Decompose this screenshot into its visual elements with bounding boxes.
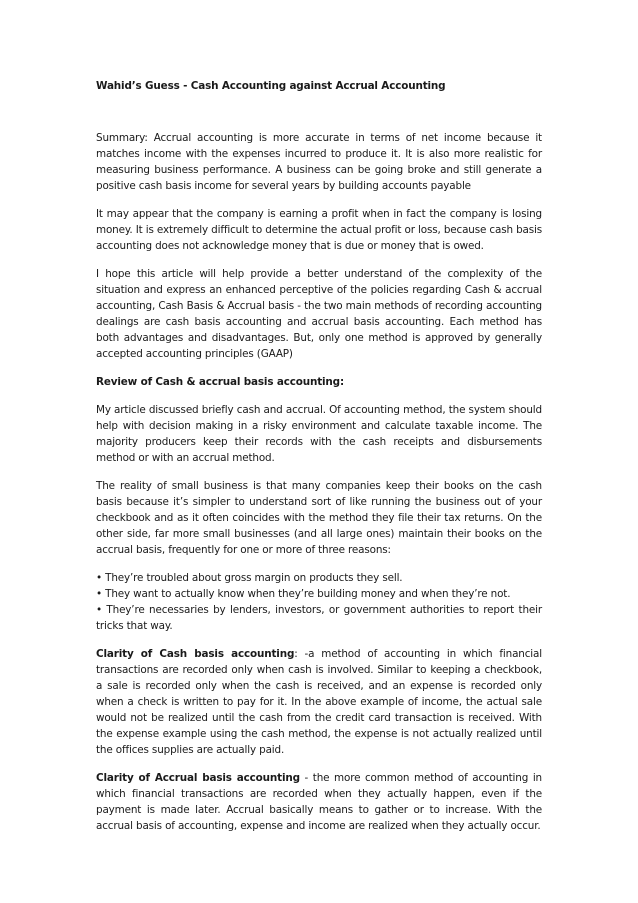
cash-clarity-text: : -a method of accounting in which financial transactions are recorded only when cash is involved. Similar to keeping a checkbook, a sale is recorded only when the cash is received, and an expense is recorded only when a check is written to pay for it. In the above example of income, the actual sale would not be realized until the cash from the credit card transaction is received. With the expense example using the cash method, the expense is not actually realized until the offices supplies are actually paid. [96, 648, 542, 756]
summary-paragraph: Summary: Accrual accounting is more accurate in terms of net income because it matches income with the expenses incurred to produce it. It is also more realistic for measuring business performance. A business can be going broke and still generate a positive cash basis income for several years by building accounts payable [96, 132, 542, 192]
intro-paragraph: I hope this article will help provide a better understand of the complexity of the situation and express an enhanced perceptive of the policies regarding Cash & accrual accounting, Cash Basis & Accrual basis - the two main methods of recording accounting dealings are cash basis accounting and accrual basis accounting. Each method has both advantages and disadvantages. But, only one method is approved by generally accepted accounting principles (GAAP) [96, 268, 542, 360]
accrual-clarity-text: - the more common method of accounting in which financial transactions are recorded when they actually happen, even if the payment is made later. Accrual basically means to gather or to increase. With the accrual basis of accounting, expense and income are realized when they actually occur. [96, 772, 542, 832]
list-item: • They’re necessaries by lenders, investors, or government authorities to report their tricks that way. [96, 604, 542, 632]
article-paragraph: My article discussed briefly cash and accrual. Of accounting method, the system should help with decision making in a risky environment and calculate taxable income. The majority producers keep their records with the cash receipts and disbursements method or with an accrual method. [96, 404, 542, 464]
accrual-clarity-paragraph [96, 770, 542, 834]
document-title: Wahid’s Guess - Cash Accounting against Accrual Accounting [96, 80, 446, 92]
reasons-list [96, 570, 542, 634]
list-item: • They want to actually know when they’re building money and when they’re not. [96, 588, 511, 600]
profit-paragraph: It may appear that the company is earning a profit when in fact the company is losing money. It is extremely difficult to determine the actual profit or loss, because cash basis accounting does not acknowledge money that is due or money that is owed. [96, 208, 542, 252]
list-item: • They’re troubled about gross margin on products they sell. [96, 572, 403, 584]
review-heading: Review of Cash & accrual basis accounting: [96, 376, 344, 388]
reality-paragraph: The reality of small business is that many companies keep their books on the cash basis because it’s simpler to understand sort of like running the business out of your checkbook and as it often coincides with the method they file their tax returns. On the other side, far more small businesses (and all large ones) maintain their books on the accrual basis, frequently for one or more of three reasons: [96, 480, 542, 556]
accrual-clarity-label: Clarity of Accrual basis accounting [96, 772, 300, 784]
cash-clarity-label: Clarity of Cash basis accounting [96, 648, 295, 660]
cash-clarity-paragraph [96, 646, 542, 758]
